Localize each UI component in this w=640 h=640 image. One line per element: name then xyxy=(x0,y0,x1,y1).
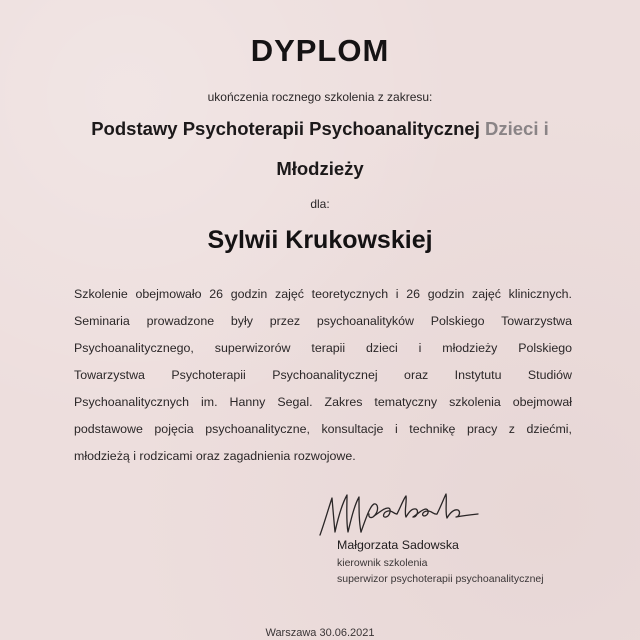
course-title-line-2: Młodzieży xyxy=(276,158,364,179)
place-and-date: Warszawa 30.06.2021 xyxy=(265,627,375,639)
description-line: Psychoanalitycznych im. Hanny Segal. Zakres tematyczny szkolenia obejmował xyxy=(74,395,572,409)
description-line: Towarzystwa Psychoterapii Psychoanalitycznej oraz Instytutu Studiów xyxy=(74,368,572,382)
description-line: podstawowe pojęcia psychoanalityczne, konsultacje i technikę pracy z dziećmi, xyxy=(74,422,572,436)
course-title-main: Podstawy Psychoterapii Psychoanalitycznej xyxy=(91,118,480,139)
diploma-title: DYPLOM xyxy=(250,33,390,68)
description-line: Seminaria prowadzone były przez psychoanalityków Polskiego Towarzystwa xyxy=(74,314,572,328)
handwritten-signature xyxy=(318,488,488,540)
description-line: Szkolenie obejmowało 26 godzin zajęć teoretycznych i 26 godzin zajęć klinicznych. xyxy=(74,287,572,301)
description-paragraph xyxy=(74,286,572,475)
intro-text: ukończenia rocznego szkolenia z zakresu: xyxy=(207,90,433,104)
signer-name: Małgorzata Sadowska xyxy=(337,538,459,552)
course-title-line-1 xyxy=(0,118,640,140)
description-line: młodzieżą i rodzicami oraz zagadnienia rozwojowe. xyxy=(74,449,356,463)
course-title-faded: Dzieci i xyxy=(485,118,549,139)
description-line: Psychoanalitycznego, superwizorów terapii dzieci i młodzieży Polskiego xyxy=(74,341,572,355)
signer-role: superwizor psychoterapii psychoanalitycznej xyxy=(337,573,544,585)
recipient-name: Sylwii Krukowskiej xyxy=(207,226,433,254)
for-label: dla: xyxy=(310,197,330,211)
signer-role: kierownik szkolenia xyxy=(337,557,428,569)
